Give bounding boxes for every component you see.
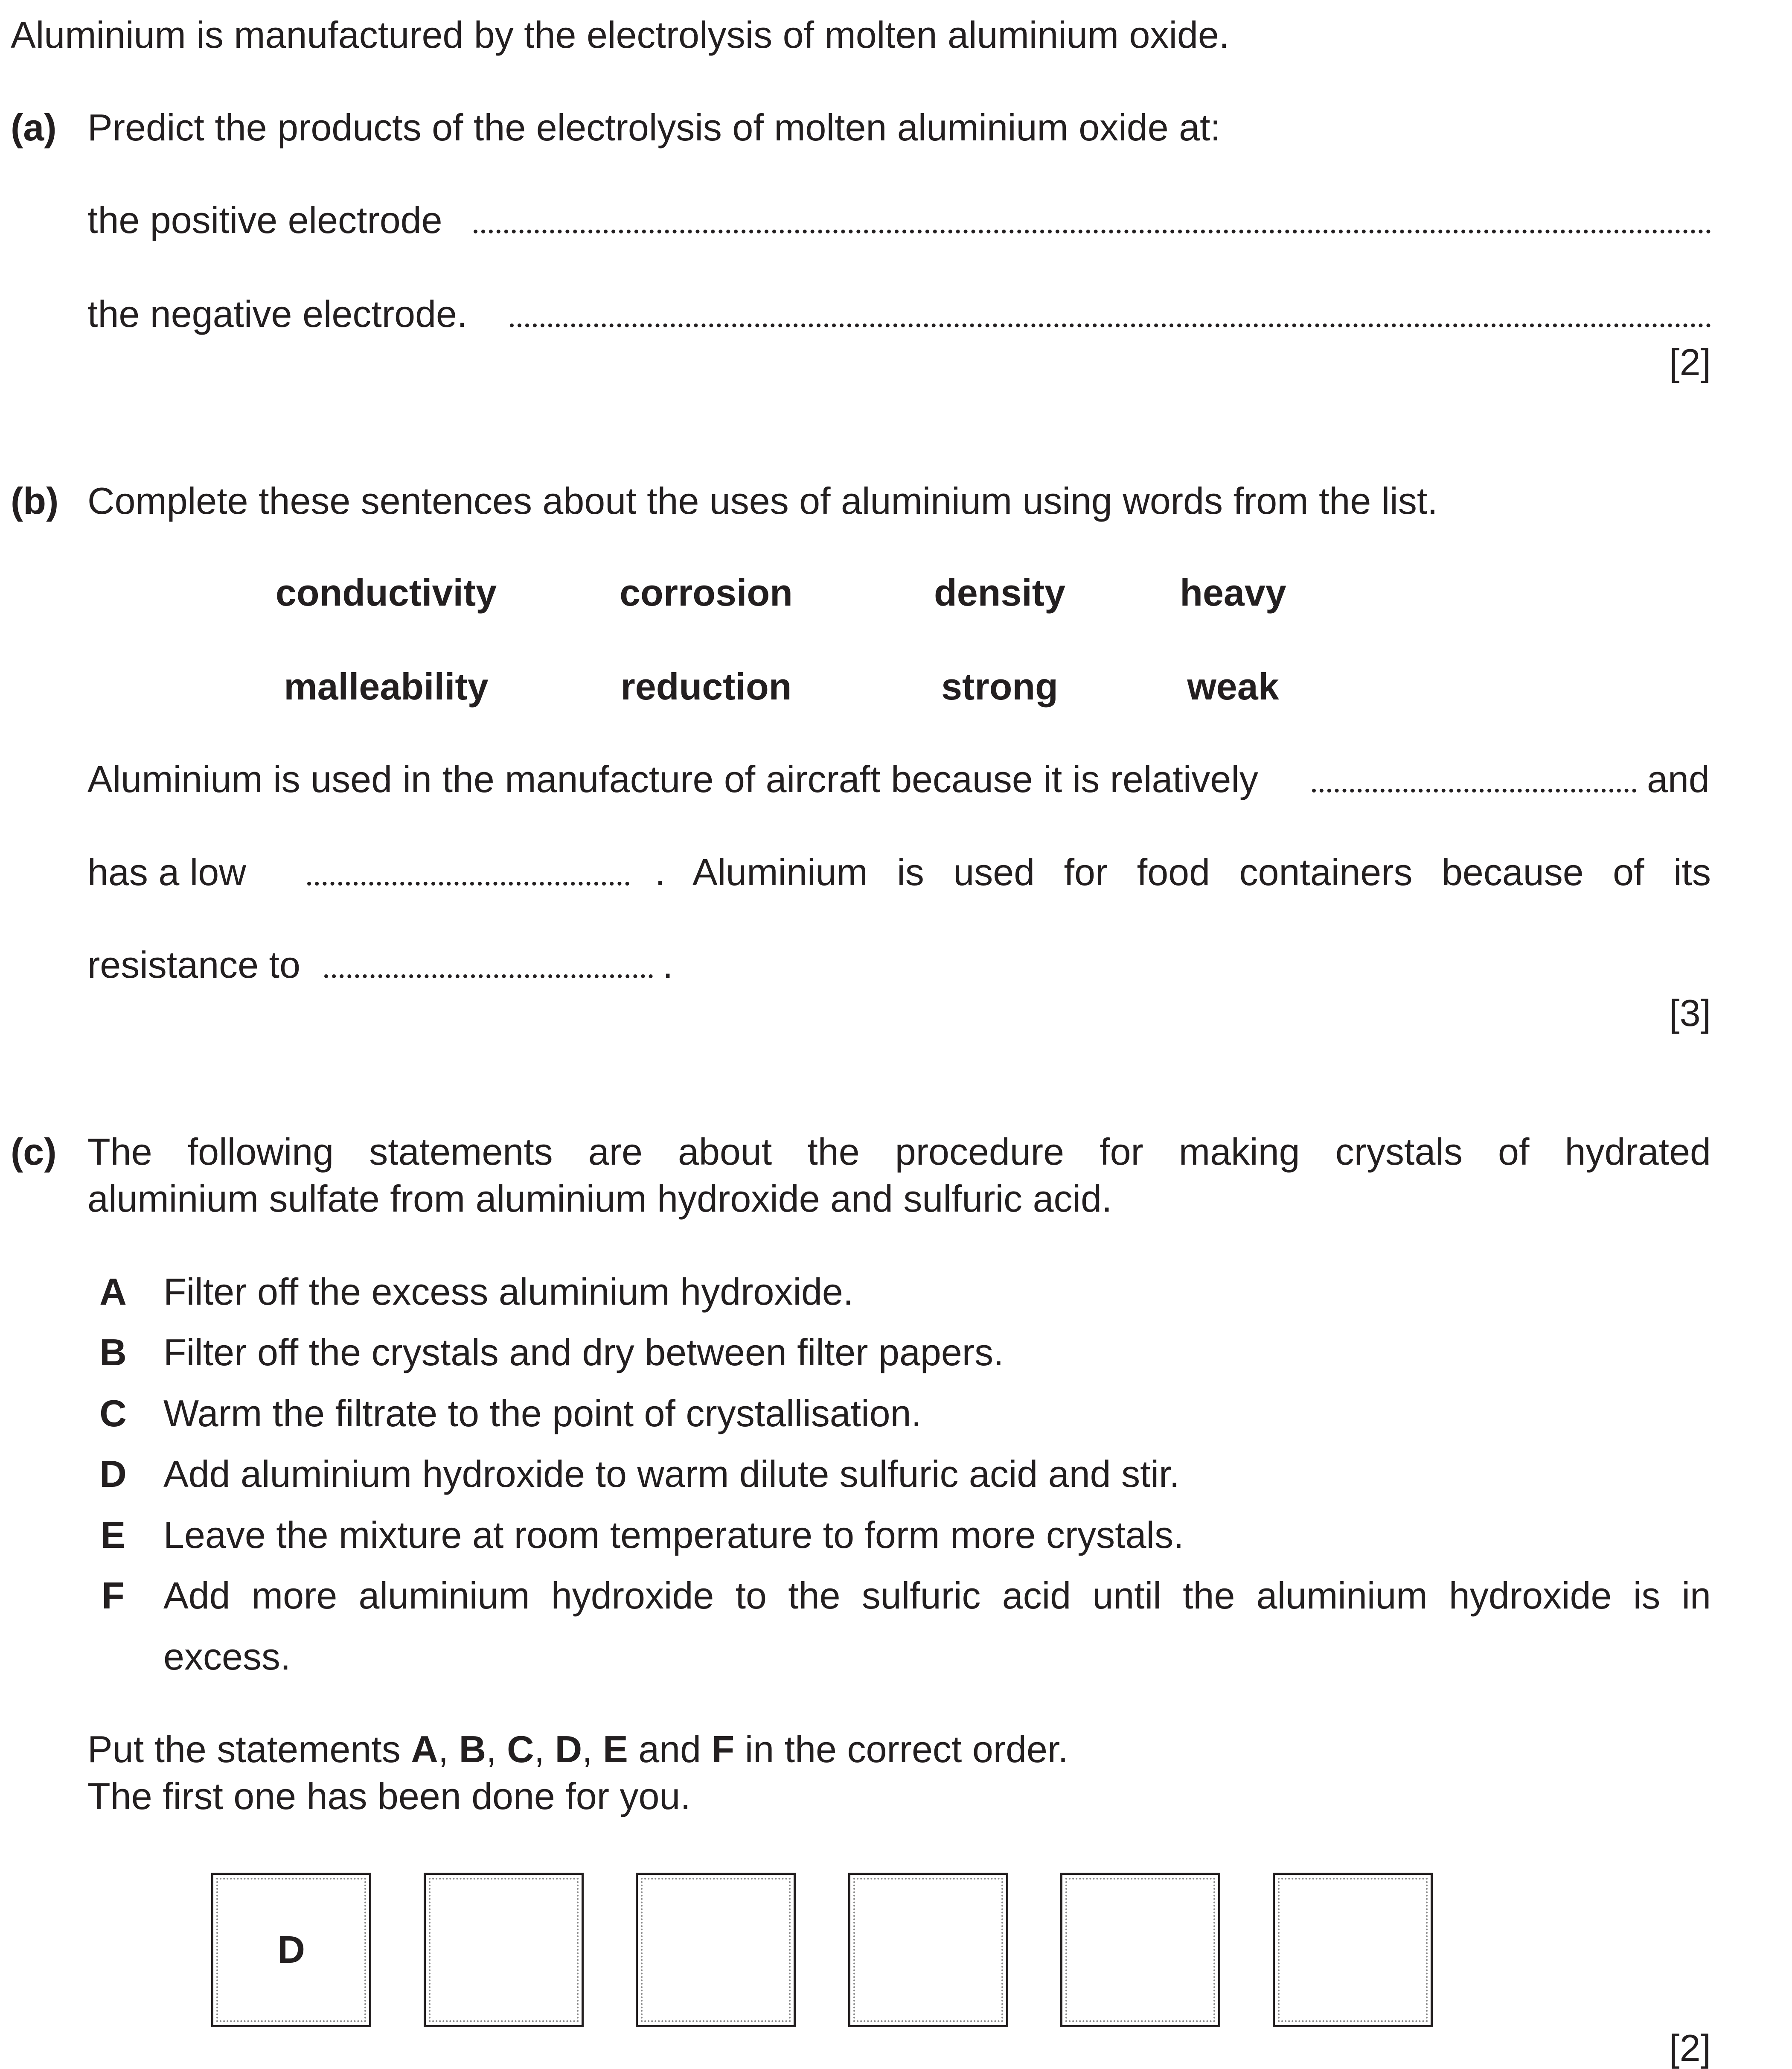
sentence2-start: has a low [87,851,246,893]
part-c-question-line2: aluminium sulfate from aluminium hydroxide and sulfuric acid. [87,1177,1112,1220]
blank-1-answer-line[interactable] [1312,789,1636,793]
order-instruction: Put the statements A, B, C, D, E and F in the correct order. [87,1728,1068,1770]
order-instruction-line2: The first one has been done for you. [87,1775,691,1817]
statement-letter: B [99,1331,127,1373]
blank-3-answer-line[interactable] [324,974,653,978]
word-list-item: reduction [620,665,792,708]
statement-letter: F [102,1574,125,1617]
answer-box-1: D [211,1873,371,2027]
intro-text: Aluminium is manufactured by the electrolysis of molten aluminium oxide. [11,14,1230,56]
word-list-item: density [934,571,1066,614]
statement-text-continued: excess. [163,1635,291,1678]
word-list-item: conductivity [275,571,497,614]
negative-electrode-label: the negative electrode. [87,293,468,335]
statement-text: Filter off the crystals and dry between filter papers. [163,1331,1004,1373]
sentence3-end: . [663,944,673,986]
part-c-question-line1: The following statements are about the procedure for making crystals of hydrated [87,1131,1711,1173]
statement-text: Leave the mixture at room temperature to form more crystals. [163,1514,1184,1556]
statement-letter: E [100,1514,126,1556]
sentence3-start: resistance to [87,944,300,986]
word-list-item: weak [1187,665,1279,708]
statement-text: Warm the filtrate to the point of crystallisation. [163,1392,922,1434]
part-a-label: (a) [11,106,57,149]
statement-letter: A [99,1271,127,1313]
positive-electrode-answer-line[interactable] [474,230,1711,233]
answer-box-4[interactable] [848,1873,1008,2027]
answer-box-5[interactable] [1060,1873,1220,2027]
statement-text: Add more aluminium hydroxide to the sulfuric acid until the aluminium hydroxide is in [163,1574,1711,1617]
blank-2-answer-line[interactable] [307,882,629,886]
positive-electrode-label: the positive electrode [87,199,442,241]
answer-box-3[interactable] [636,1873,796,2027]
answer-box-2[interactable] [424,1873,584,2027]
word-list-item: heavy [1180,571,1286,614]
sentence2-end: . Aluminium is used for food containers because of its [655,851,1711,893]
sentence1-start: Aluminium is used in the manufacture of aircraft because it is relatively [87,758,1258,800]
statement-text: Filter off the excess aluminium hydroxide. [163,1271,854,1313]
part-a-marks: [2] [1669,341,1711,383]
negative-electrode-answer-line[interactable] [510,323,1711,327]
part-b-marks: [3] [1669,992,1711,1034]
sentence1-end: and [1647,758,1710,800]
statement-letter: D [99,1453,127,1495]
part-a-question: Predict the products of the electrolysis of molten aluminium oxide at: [87,106,1221,149]
word-list-item: strong [941,665,1058,708]
part-b-question: Complete these sentences about the uses of aluminium using words from the list. [87,480,1438,522]
statement-text: Add aluminium hydroxide to warm dilute sulfuric acid and stir. [163,1453,1180,1495]
part-c-label: (c) [11,1131,57,1173]
word-list-item: corrosion [620,571,793,614]
answer-box-6[interactable] [1273,1873,1433,2027]
part-b-label: (b) [11,480,59,522]
word-list-item: malleability [284,665,489,708]
statement-letter: C [99,1392,127,1434]
part-c-marks: [2] [1669,2027,1711,2069]
